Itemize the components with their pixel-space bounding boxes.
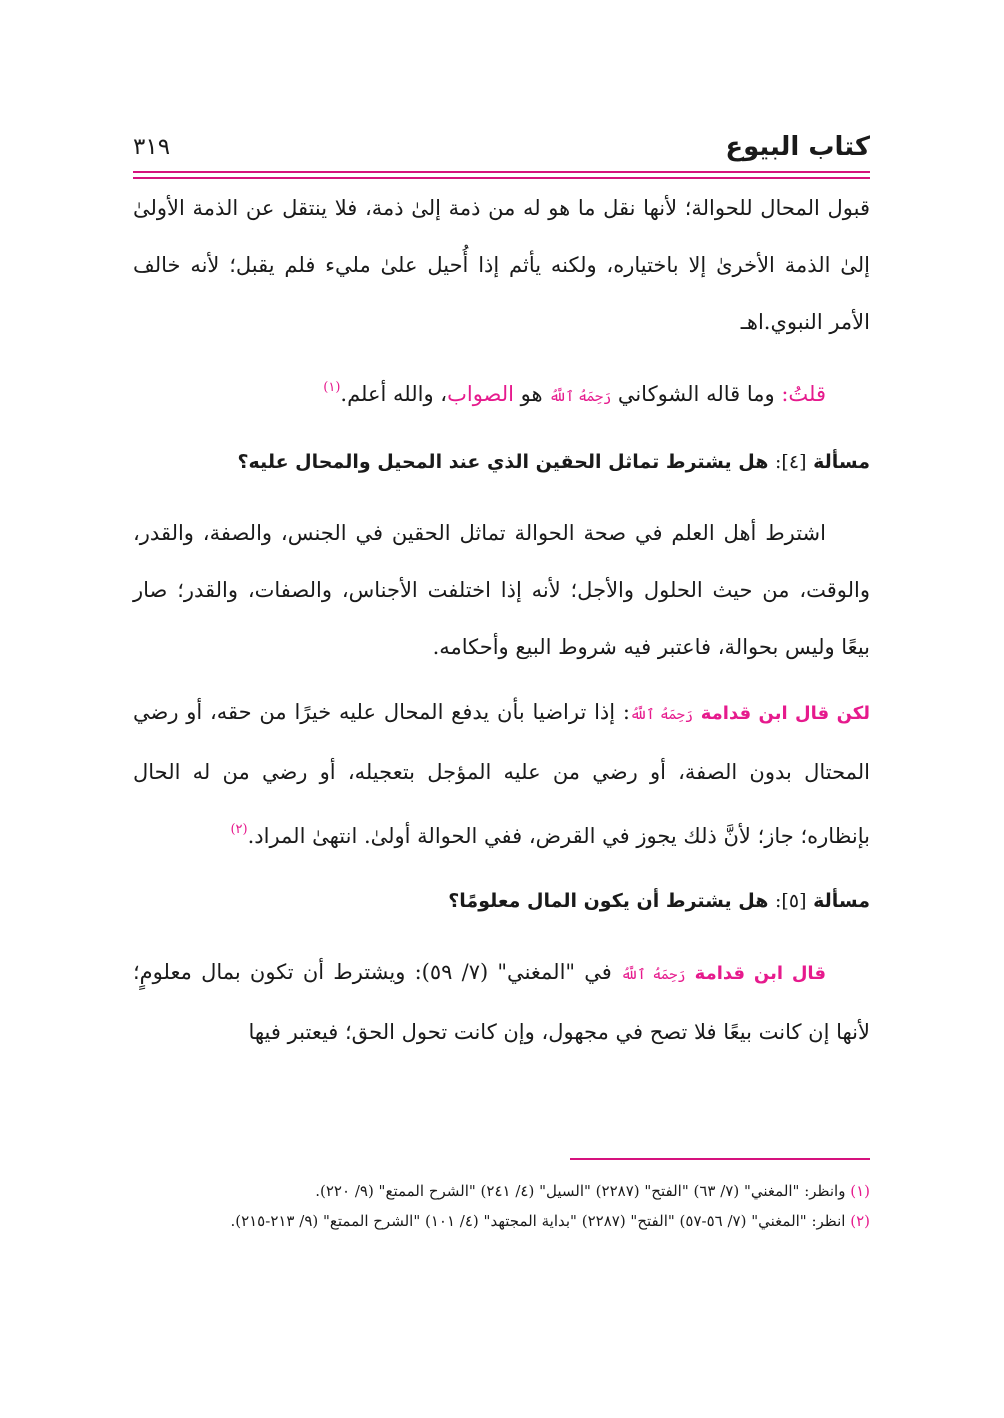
opinion-text-c: ، والله أعلم.	[340, 382, 448, 406]
issue-number: [٥]:	[775, 890, 807, 912]
footnote-text: انظر: "المغني" (٧/ ٥٦-٥٧) "الفتح" (٢٢٨٧) "بداية المجتهد" (٤/ ١٠١) "الشرح الممتع" (٩/ ٢١٣-٢١٥).	[230, 1212, 851, 1230]
footnote-text: وانظر: "المغني" (٧/ ٦٣) "الفتح" (٢٢٨٧) "السيل" (٤/ ٢٤١) "الشرح الممتع" (٩/ ٢٢٠).	[315, 1182, 851, 1200]
header-rule-top	[133, 171, 870, 173]
issue-heading-4	[133, 434, 870, 491]
paragraph-opinion	[133, 359, 870, 426]
issue-number: [٤]:	[775, 451, 807, 473]
issue-heading-5	[133, 873, 870, 930]
footnote-number: (٢)	[850, 1212, 870, 1230]
footnote-ref-2[interactable]: (٢)	[230, 822, 248, 837]
footnote-2	[133, 1206, 870, 1236]
honorific-glyph: رَحِمَهُ ٱللَّهُ	[621, 967, 686, 983]
issue-label: مسألة	[813, 890, 870, 912]
issue-label: مسألة	[813, 451, 870, 473]
honorific-glyph: رَحِمَهُ ٱللَّهُ	[629, 707, 693, 723]
opinion-text-a: وما قاله الشوكاني	[611, 382, 782, 406]
highlight-word: الصواب	[447, 382, 514, 406]
honorific-glyph: رَحِمَهُ ٱللَّهُ	[549, 389, 612, 405]
header-rule-bottom	[133, 177, 870, 179]
page-number: ٣١٩	[133, 134, 171, 160]
page-body	[133, 180, 870, 1061]
footnote-separator	[570, 1158, 870, 1160]
paragraph-mughni-quote	[133, 944, 870, 1061]
footnote-ref-1[interactable]: (١)	[323, 380, 341, 395]
ibn-qudama-text: : إذا تراضيا بأن يدفع المحال عليه خيرًا من حقه، أو رضي المحتال بدون الصفة، أو رضي من عليه المؤجل بتعجيله، أو رضي من له الحال بإنظاره؛ جاز؛ لأنَّ ذلك يجوز في القرض، ففي الحوالة أولىٰ. انتهىٰ المراد.	[133, 700, 870, 848]
chapter-title: كتاب البيوع	[725, 132, 870, 162]
paragraph-conditions: اشترط أهل العلم في صحة الحوالة تماثل الحقين في الجنس، والصفة، والقدر، والوقت، من حيث الحلول والأجل؛ لأنه إذا اختلفت الأجناس، والصفات، والقدر؛ صار بيعًا وليس بحوالة، فاعتبر فيه شروط البيع وأحكامه.	[133, 521, 870, 659]
page-header	[133, 132, 870, 168]
mughni-quote-text: في "المغني" (٧/ ٥٩): ويشترط أن تكون بمال معلومٍ؛ لأنها إن كانت بيعًا فلا تصح في مجهول، وإن كانت تحول الحق؛ فيعتبر فيها	[133, 960, 870, 1044]
footnote-1	[133, 1176, 870, 1206]
footnotes	[133, 1176, 870, 1236]
qultu-lead: قلتُ:	[781, 382, 826, 406]
opinion-text-b: هو	[514, 382, 550, 406]
issue-question: هل يشترط أن يكون المال معلومًا؟	[448, 890, 776, 912]
paragraph-ibn-qudama	[133, 684, 870, 865]
issue-question: هل يشترط تماثل الحقين الذي عند المحيل والمحال عليه؟	[237, 451, 776, 473]
paragraph-continuation: قبول المحال للحوالة؛ لأنها نقل ما هو له من ذمة إلىٰ ذمة، فلا ينتقل عن الذمة الأولىٰ إلىٰ الذمة الأخرىٰ إلا باختياره، ولكنه يأثم إذا أُحيل علىٰ مليء فلم يقبل؛ لأنه خالف الأمر النبوي.اهـ	[133, 196, 870, 334]
footnote-number: (١)	[850, 1182, 870, 1200]
ibn-qudama-lead: قال ابن قدامة	[694, 963, 826, 984]
ibn-qudama-lead: لكن قال ابن قدامة	[700, 703, 870, 724]
